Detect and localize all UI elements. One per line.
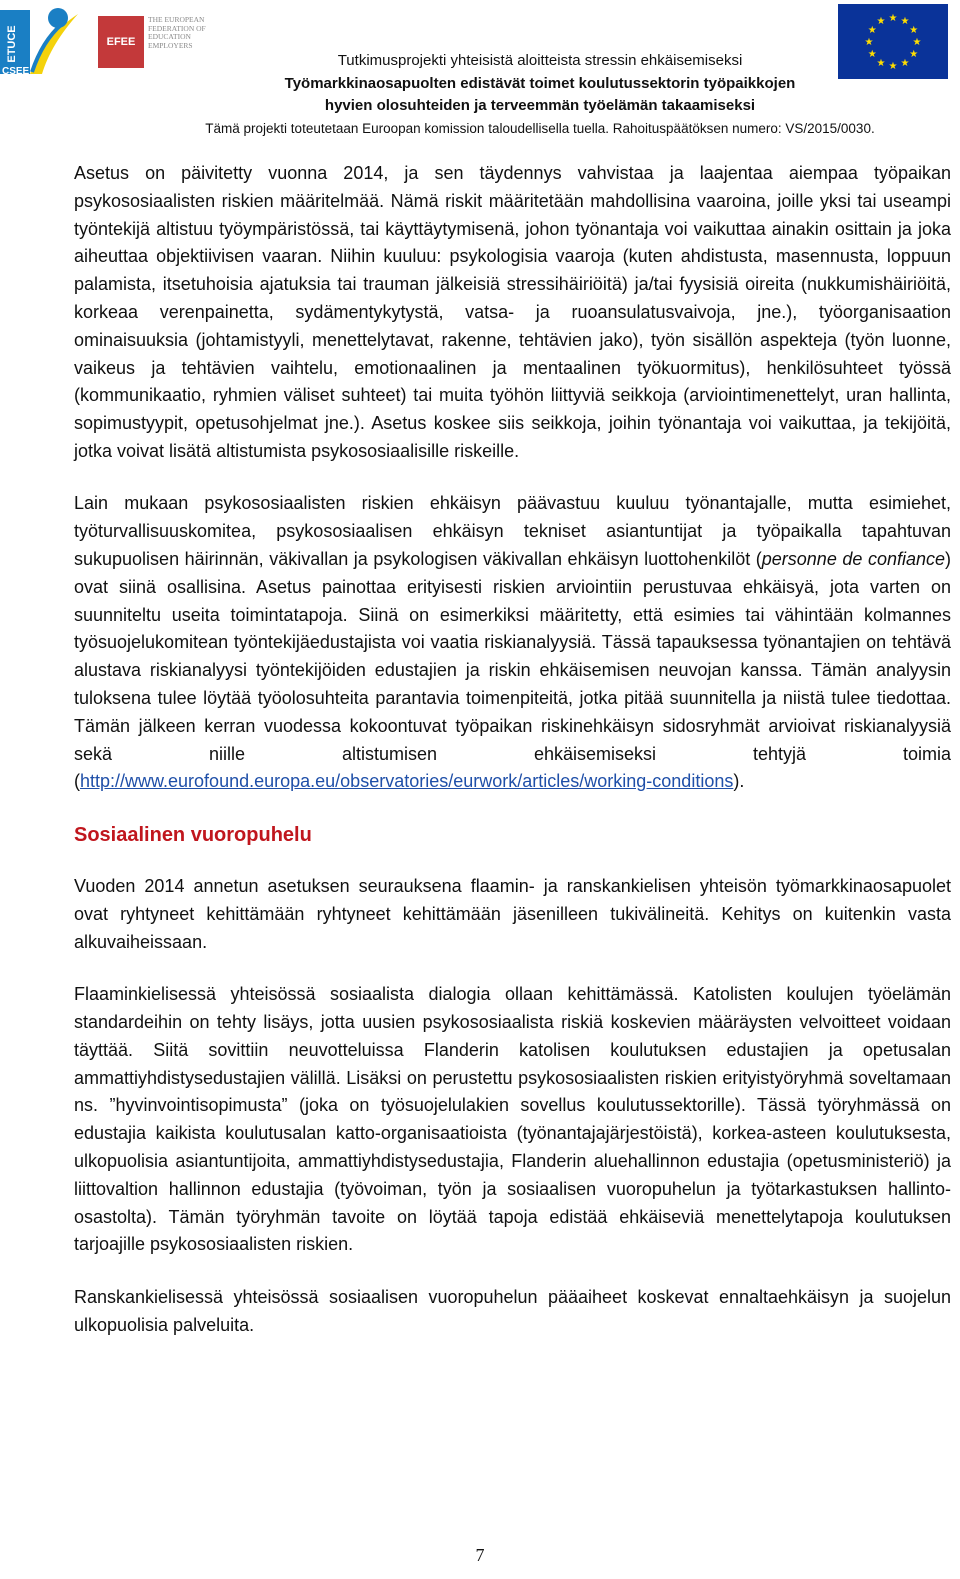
eurofound-link[interactable]: http://www.eurofound.europa.eu/observatories/eurwork/articles/working-conditions: [80, 771, 734, 792]
efee-logo-text: THE EUROPEAN FEDERATION OF EDUCATION EMPLOYERS: [148, 15, 206, 50]
eu-star-icon: ★: [909, 49, 919, 60]
etuce-logo: [0, 4, 80, 78]
svg-text:ETUCE: ETUCE: [6, 25, 18, 63]
header-line-4: Tämä projekti toteutetaan Euroopan komission taloudellisella tuella. Rahoituspäätöksen numero: VS/2015/0030.: [205, 120, 875, 136]
eu-star-icon: ★: [867, 49, 877, 60]
page-header: [0, 0, 960, 140]
eu-star-icon: ★: [888, 61, 898, 72]
header-line-2: Työmarkkinaosapuolten edistävät toimet koulutussektorin työpaikkojen: [284, 74, 796, 92]
eu-star-icon: ★: [909, 25, 919, 36]
paragraph-1: Asetus on päivitetty vuonna 2014, ja sen täydennys vahvistaa ja laajentaa aiempaa työpaikan psykososiaalisten riskien määritelmää. Nämä riskit määritetään mahdollisina vaaroina, joille yksi tai useampi työntekijä altistuu työympäristössä, tai käyttäytymisenä, johon työnantaja voi vaikuttaa ainakin osittain ja joka aiheuttaa objektiivisen vaaran. Niihin kuuluu: psykologisia vaaroja (kuten ahdistusta, masennusta, loppuun palamista, itsetuhoisia ajatuksia tai trauman jälkeisiä stressihäiriöitä) ja/tai fyysisiä oireita (nukkumishäiriöitä, korkeaa verenpainetta, sydämentykytystä, vatsa- ja ruoansulatusvaivoja, jne.), työorganisaation ominaisuuksia (johtamistyyli, menettelytavat, rakenne, tehtävien jako), työn sisällön aspekteja (työn luonne, vaikeus ja tehtävien vaihtelu, emotionaalinen ja mentaalinen työkuormitus), henkilösuhteet työssä (kommunikaatio, ryhmien väliset suhteet) tai muita työhön liittyviä seikkoja (arviointimenettelyt, uran hallinta, sopimustyypit, opetusohjelmat jne.). Asetus koskee siis seikkoja, joihin työnantaja voi vaikuttaa, ja tekijöitä, jotka voivat lisätä altistumista psykososiaalisille riskeille.: [74, 163, 951, 461]
paragraph-4: Flaaminkielisessä yhteisössä sosiaalista dialogia ollaan kehittämässä. Katolisten koulujen työelämän standardeihin on tehty lisäys, jotta uusien psykososiaalista riskiä koskevien määräysten velvoitteet voidaan täyttää. Siitä sovittiin neuvotteluissa Flanderin katolisen koulutuksen edustajien ja opetusalan ammattiyhdistysedustajien välillä. Lisäksi on perustettu psykososiaalisten riskien erityistyöryhmä soveltamaan ns. ”hyvinvointisopimusta” (joka on työsuojelulakien sovellus koulutussektorille). Tässä työryhmässä on edustajia kaikista koulutusalan katto-organisaatioista (työnantajajärjestöistä), korkea-asteen koulutuksesta, ulkopuolisia asiantuntijoita, ammattiyhdistysedustajia, Flanderin aluehallinnon edustajia (opetusministeriö) ja liittovaltion hallinnon edustajia (työvoiman, työn ja sosiaalisen vuoropuhelun ja työtarkastuksen hallinto-osastolta). Tämän työryhmän tavoite on löytää tapoja edistää ehkäiseviä menettelytapoja koulutuksen tarjoajille psykososiaalisten riskien.: [74, 984, 951, 1255]
paragraph-3: Vuoden 2014 annetun asetuksen seurauksena flaamin- ja ranskankielisen yhteisön työmarkkinaosapuolet ovat ryhtyneet kehittämään ryhtyneet kehittämään jäsenilleen tukivälineitä. Kehitys on kuitenkin vasta alkuvaiheissaan.: [74, 876, 951, 952]
eu-star-icon: ★: [912, 37, 922, 48]
eu-star-icon: ★: [876, 57, 886, 69]
italic-term: personne de confiance: [761, 548, 945, 569]
page-number: 7: [475, 1545, 485, 1565]
eu-star-icon: ★: [900, 16, 910, 28]
header-line-1: Tutkimusprojekti yhteisistä aloitteista stressin ehkäisemiseksi: [337, 52, 743, 69]
paragraph-2: Lain mukaan psykososiaalisten riskien ehkäisyn päävastuu kuuluu työnantajalle, mutta esimiehet, työturvallisuuskomitea, psykososiaalisen ehkäisyn tekniset asiantuntijat ja työpaikalla tapahtuvan sukupuolisen häirinnän, väkivallan ja psykologisen väkivallan ehkäisyn luottohenkilöt (personne de confiance) ovat siinä osallisina. Asetus painottaa erityisesti riskien arviointiin perustuvaa ehkäisyä, jota varten on suunniteltu useita toimintatapoja. Siinä on esimerkiksi määritetty, että esimies tai vähintään kolmannes työsuojelukomitean työntekijäedustajista voi vaatia riskianalyysiä. Tässä tapauksessa työnantajien on tehtävä alustava riskianalyysi työntekijöiden edustajien ja riskin ehkäisemisen neuvojan kanssa. Tämän analyysin tuloksena tulee löytää työolosuhteita parantavia toimenpiteitä, jotka pitää suunnitella ja niistä tulee tiedottaa. Tämän jälkeen kerran vuodessa kokoontuvat työpaikan riskinehkäisyn sidosryhmät arvioivat riskianalyysiä sekä niille altistumisen ehkäisemiseksi tehtyjä toimia (http://www.eurofound.europa.eu/observatories/eurwork/articles/working-conditions).: [74, 493, 951, 792]
header-line-3: hyvien olosuhteiden ja terveemmän työelämän takaamiseksi: [324, 97, 756, 114]
section-heading: Sosiaalinen vuoropuhelu: [74, 823, 312, 846]
eu-star-icon: ★: [900, 57, 910, 69]
project-header-text: [120, 50, 960, 140]
svg-text:CSEE: CSEE: [2, 66, 30, 77]
eu-star-icon: ★: [867, 25, 877, 36]
eu-star-icon: ★: [888, 13, 898, 24]
eu-star-icon: ★: [864, 37, 874, 48]
document-body: [74, 160, 951, 1364]
eu-star-icon: ★: [876, 16, 886, 28]
paragraph-5: Ranskankielisessä yhteisössä sosiaalisen vuoropuhelun pääaiheet koskevat ennaltaehkäisyn ja suojelun ulkopuolisia palveluita.: [74, 1286, 951, 1335]
efee-logo-box: EFEE: [98, 16, 144, 68]
